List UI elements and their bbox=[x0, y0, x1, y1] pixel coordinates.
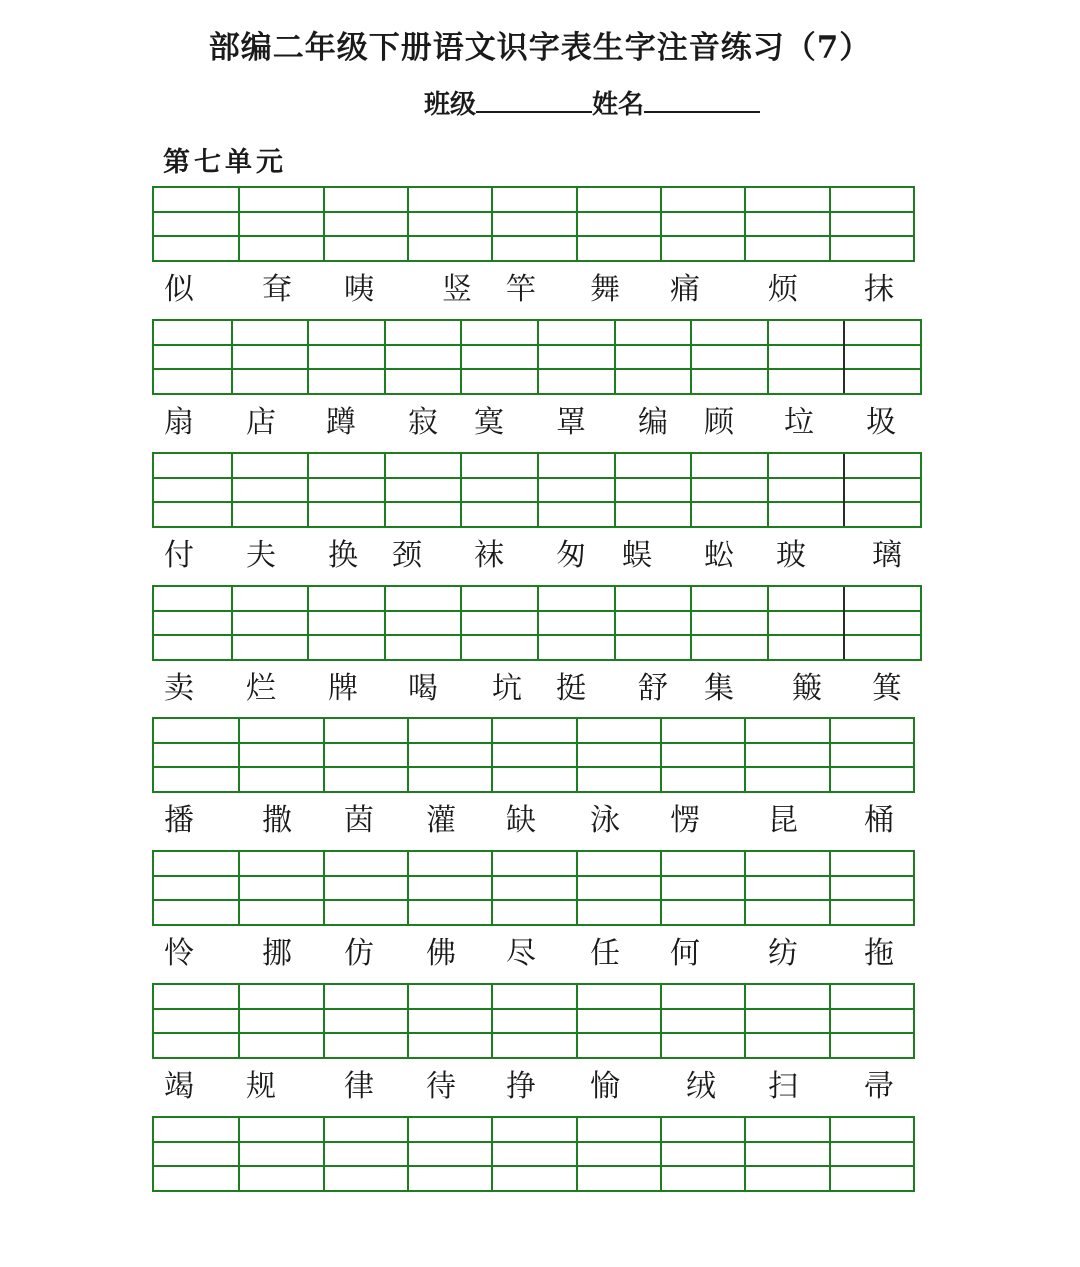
grid-column-divider bbox=[744, 852, 746, 924]
pinyin-grid-5[interactable] bbox=[152, 717, 915, 793]
hanzi-character: 何 bbox=[670, 936, 700, 971]
hanzi-character: 夫 bbox=[246, 538, 276, 573]
grid-column-divider bbox=[407, 719, 409, 791]
grid-column-divider bbox=[323, 188, 325, 260]
grid-column-divider bbox=[460, 321, 462, 393]
grid-guide-line bbox=[154, 1141, 913, 1143]
hanzi-character: 烦 bbox=[768, 272, 798, 307]
grid-column-divider bbox=[829, 719, 831, 791]
hanzi-character: 卖 bbox=[164, 671, 194, 706]
hanzi-character: 袜 bbox=[474, 538, 504, 573]
hanzi-character: 帚 bbox=[864, 1069, 894, 1104]
hanzi-character: 集 bbox=[704, 671, 734, 706]
class-blank[interactable] bbox=[476, 111, 592, 113]
hanzi-character: 匆 bbox=[556, 538, 586, 573]
grid-column-divider bbox=[829, 985, 831, 1057]
grid-column-divider bbox=[384, 321, 386, 393]
hanzi-character: 寂 bbox=[408, 405, 438, 440]
grid-column-divider bbox=[744, 719, 746, 791]
grid-guide-line bbox=[154, 742, 913, 744]
hanzi-character: 纺 bbox=[768, 936, 798, 971]
pinyin-grid-1[interactable] bbox=[152, 186, 915, 262]
grid-column-divider bbox=[829, 1118, 831, 1190]
character-row-7 bbox=[0, 1067, 1080, 1111]
pinyin-grid-8[interactable] bbox=[152, 1116, 915, 1192]
hanzi-character: 竿 bbox=[506, 272, 536, 307]
grid-column-divider bbox=[690, 321, 692, 393]
grid-column-divider bbox=[323, 719, 325, 791]
hanzi-character: 耷 bbox=[262, 272, 292, 307]
character-row-2 bbox=[0, 403, 1080, 447]
grid-guide-line bbox=[154, 899, 913, 901]
grid-column-divider bbox=[744, 188, 746, 260]
grid-guide-line bbox=[154, 766, 913, 768]
hanzi-character: 规 bbox=[246, 1069, 276, 1104]
grid-column-divider bbox=[231, 454, 233, 526]
hanzi-character: 挣 bbox=[506, 1069, 536, 1104]
hanzi-character: 挪 bbox=[262, 936, 292, 971]
grid-column-divider bbox=[690, 454, 692, 526]
grid-column-divider bbox=[238, 188, 240, 260]
hanzi-character: 寞 bbox=[474, 405, 504, 440]
hanzi-character: 绒 bbox=[686, 1069, 716, 1104]
grid-column-divider bbox=[307, 587, 309, 659]
grid-column-divider bbox=[407, 1118, 409, 1190]
hanzi-character: 垃 bbox=[784, 405, 814, 440]
worksheet-title bbox=[0, 22, 1080, 67]
grid-column-divider bbox=[744, 985, 746, 1057]
hanzi-character: 怜 bbox=[164, 936, 194, 971]
grid-column-divider bbox=[491, 852, 493, 924]
grid-column-divider bbox=[767, 587, 769, 659]
hanzi-character: 簸 bbox=[792, 671, 822, 706]
hanzi-character: 牌 bbox=[328, 671, 358, 706]
hanzi-character: 竭 bbox=[164, 1069, 194, 1104]
grid-column-divider bbox=[238, 719, 240, 791]
grid-column-divider bbox=[238, 1118, 240, 1190]
grid-guide-line bbox=[154, 1008, 913, 1010]
grid-column-divider bbox=[576, 852, 578, 924]
grid-column-divider bbox=[537, 321, 539, 393]
grid-guide-line bbox=[154, 875, 913, 877]
name-label: 姓名 bbox=[592, 90, 645, 120]
pinyin-grid-3[interactable] bbox=[152, 452, 922, 528]
hanzi-character: 喝 bbox=[408, 671, 438, 706]
hanzi-character: 昆 bbox=[768, 803, 798, 838]
grid-column-divider bbox=[767, 454, 769, 526]
grid-guide-line bbox=[154, 211, 913, 213]
hanzi-character: 罩 bbox=[556, 405, 586, 440]
grid-column-divider bbox=[576, 188, 578, 260]
hanzi-character: 缺 bbox=[506, 803, 536, 838]
student-info-line bbox=[424, 84, 760, 121]
grid-column-divider bbox=[744, 1118, 746, 1190]
character-row-6 bbox=[0, 934, 1080, 978]
name-blank[interactable] bbox=[644, 111, 760, 113]
grid-guide-line bbox=[154, 1032, 913, 1034]
hanzi-character: 灌 bbox=[426, 803, 456, 838]
hanzi-character: 似 bbox=[164, 272, 194, 307]
hanzi-character: 舞 bbox=[590, 272, 620, 307]
character-row-3 bbox=[0, 536, 1080, 580]
grid-column-divider bbox=[238, 852, 240, 924]
hanzi-character: 编 bbox=[638, 405, 668, 440]
hanzi-character: 仿 bbox=[344, 936, 374, 971]
hanzi-character: 店 bbox=[246, 405, 276, 440]
hanzi-character: 蜈 bbox=[622, 538, 652, 573]
grid-column-divider bbox=[690, 587, 692, 659]
hanzi-character: 咦 bbox=[344, 272, 374, 307]
grid-column-divider bbox=[843, 587, 845, 659]
title-number: （7） bbox=[784, 30, 872, 66]
pinyin-grid-6[interactable] bbox=[152, 850, 915, 926]
grid-column-divider bbox=[576, 719, 578, 791]
grid-column-divider bbox=[323, 1118, 325, 1190]
hanzi-character: 任 bbox=[590, 936, 620, 971]
hanzi-character: 拖 bbox=[864, 936, 894, 971]
hanzi-character: 舒 bbox=[638, 671, 668, 706]
hanzi-character: 扫 bbox=[768, 1069, 798, 1104]
character-row-1 bbox=[0, 270, 1080, 314]
hanzi-character: 律 bbox=[344, 1069, 374, 1104]
grid-column-divider bbox=[491, 719, 493, 791]
grid-guide-line bbox=[154, 1165, 913, 1167]
grid-column-divider bbox=[231, 321, 233, 393]
grid-column-divider bbox=[576, 985, 578, 1057]
hanzi-character: 顾 bbox=[704, 405, 734, 440]
title-main: 部编二年级下册语文识字表生字注音练习 bbox=[208, 30, 785, 66]
hanzi-character: 泳 bbox=[590, 803, 620, 838]
grid-column-divider bbox=[491, 188, 493, 260]
hanzi-character: 竖 bbox=[442, 272, 472, 307]
hanzi-character: 蹲 bbox=[326, 405, 356, 440]
grid-column-divider bbox=[231, 587, 233, 659]
grid-column-divider bbox=[307, 321, 309, 393]
hanzi-character: 佛 bbox=[426, 936, 456, 971]
character-row-5 bbox=[0, 801, 1080, 845]
class-label: 班级 bbox=[424, 90, 477, 120]
grid-column-divider bbox=[238, 985, 240, 1057]
grid-column-divider bbox=[829, 852, 831, 924]
grid-column-divider bbox=[614, 321, 616, 393]
grid-column-divider bbox=[614, 454, 616, 526]
grid-column-divider bbox=[307, 454, 309, 526]
hanzi-character: 撒 bbox=[262, 803, 292, 838]
grid-column-divider bbox=[660, 719, 662, 791]
grid-column-divider bbox=[660, 1118, 662, 1190]
grid-column-divider bbox=[460, 454, 462, 526]
grid-column-divider bbox=[537, 454, 539, 526]
hanzi-character: 烂 bbox=[246, 671, 276, 706]
grid-column-divider bbox=[323, 852, 325, 924]
pinyin-grid-4[interactable] bbox=[152, 585, 922, 661]
hanzi-character: 圾 bbox=[866, 405, 896, 440]
hanzi-character: 扇 bbox=[164, 405, 194, 440]
grid-column-divider bbox=[537, 587, 539, 659]
grid-guide-line bbox=[154, 235, 913, 237]
grid-column-divider bbox=[660, 985, 662, 1057]
hanzi-character: 尽 bbox=[506, 936, 536, 971]
hanzi-character: 蚣 bbox=[704, 538, 734, 573]
pinyin-grid-2[interactable] bbox=[152, 319, 922, 395]
hanzi-character: 挺 bbox=[556, 671, 586, 706]
grid-column-divider bbox=[614, 587, 616, 659]
grid-column-divider bbox=[323, 985, 325, 1057]
grid-column-divider bbox=[576, 1118, 578, 1190]
unit-title: 第七单元 bbox=[163, 147, 287, 178]
grid-column-divider bbox=[660, 188, 662, 260]
hanzi-character: 播 bbox=[164, 803, 194, 838]
grid-column-divider bbox=[843, 454, 845, 526]
hanzi-character: 玻 bbox=[776, 538, 806, 573]
hanzi-character: 抹 bbox=[864, 272, 894, 307]
grid-column-divider bbox=[829, 188, 831, 260]
character-row-4 bbox=[0, 669, 1080, 713]
hanzi-character: 付 bbox=[164, 538, 194, 573]
hanzi-character: 璃 bbox=[872, 538, 902, 573]
grid-column-divider bbox=[384, 454, 386, 526]
pinyin-grid-7[interactable] bbox=[152, 983, 915, 1059]
hanzi-character: 箕 bbox=[872, 671, 902, 706]
grid-column-divider bbox=[491, 985, 493, 1057]
grid-column-divider bbox=[384, 587, 386, 659]
grid-column-divider bbox=[407, 188, 409, 260]
hanzi-character: 愣 bbox=[670, 803, 700, 838]
hanzi-character: 换 bbox=[328, 538, 358, 573]
grid-column-divider bbox=[407, 985, 409, 1057]
grid-column-divider bbox=[491, 1118, 493, 1190]
hanzi-character: 痛 bbox=[670, 272, 700, 307]
hanzi-character: 坑 bbox=[492, 671, 522, 706]
grid-column-divider bbox=[767, 321, 769, 393]
hanzi-character: 待 bbox=[426, 1069, 456, 1104]
grid-column-divider bbox=[843, 321, 845, 393]
hanzi-character: 愉 bbox=[590, 1069, 620, 1104]
grid-column-divider bbox=[407, 852, 409, 924]
grid-column-divider bbox=[460, 587, 462, 659]
hanzi-character: 桶 bbox=[864, 803, 894, 838]
grid-column-divider bbox=[660, 852, 662, 924]
hanzi-character: 颈 bbox=[392, 538, 422, 573]
hanzi-character: 茵 bbox=[344, 803, 374, 838]
